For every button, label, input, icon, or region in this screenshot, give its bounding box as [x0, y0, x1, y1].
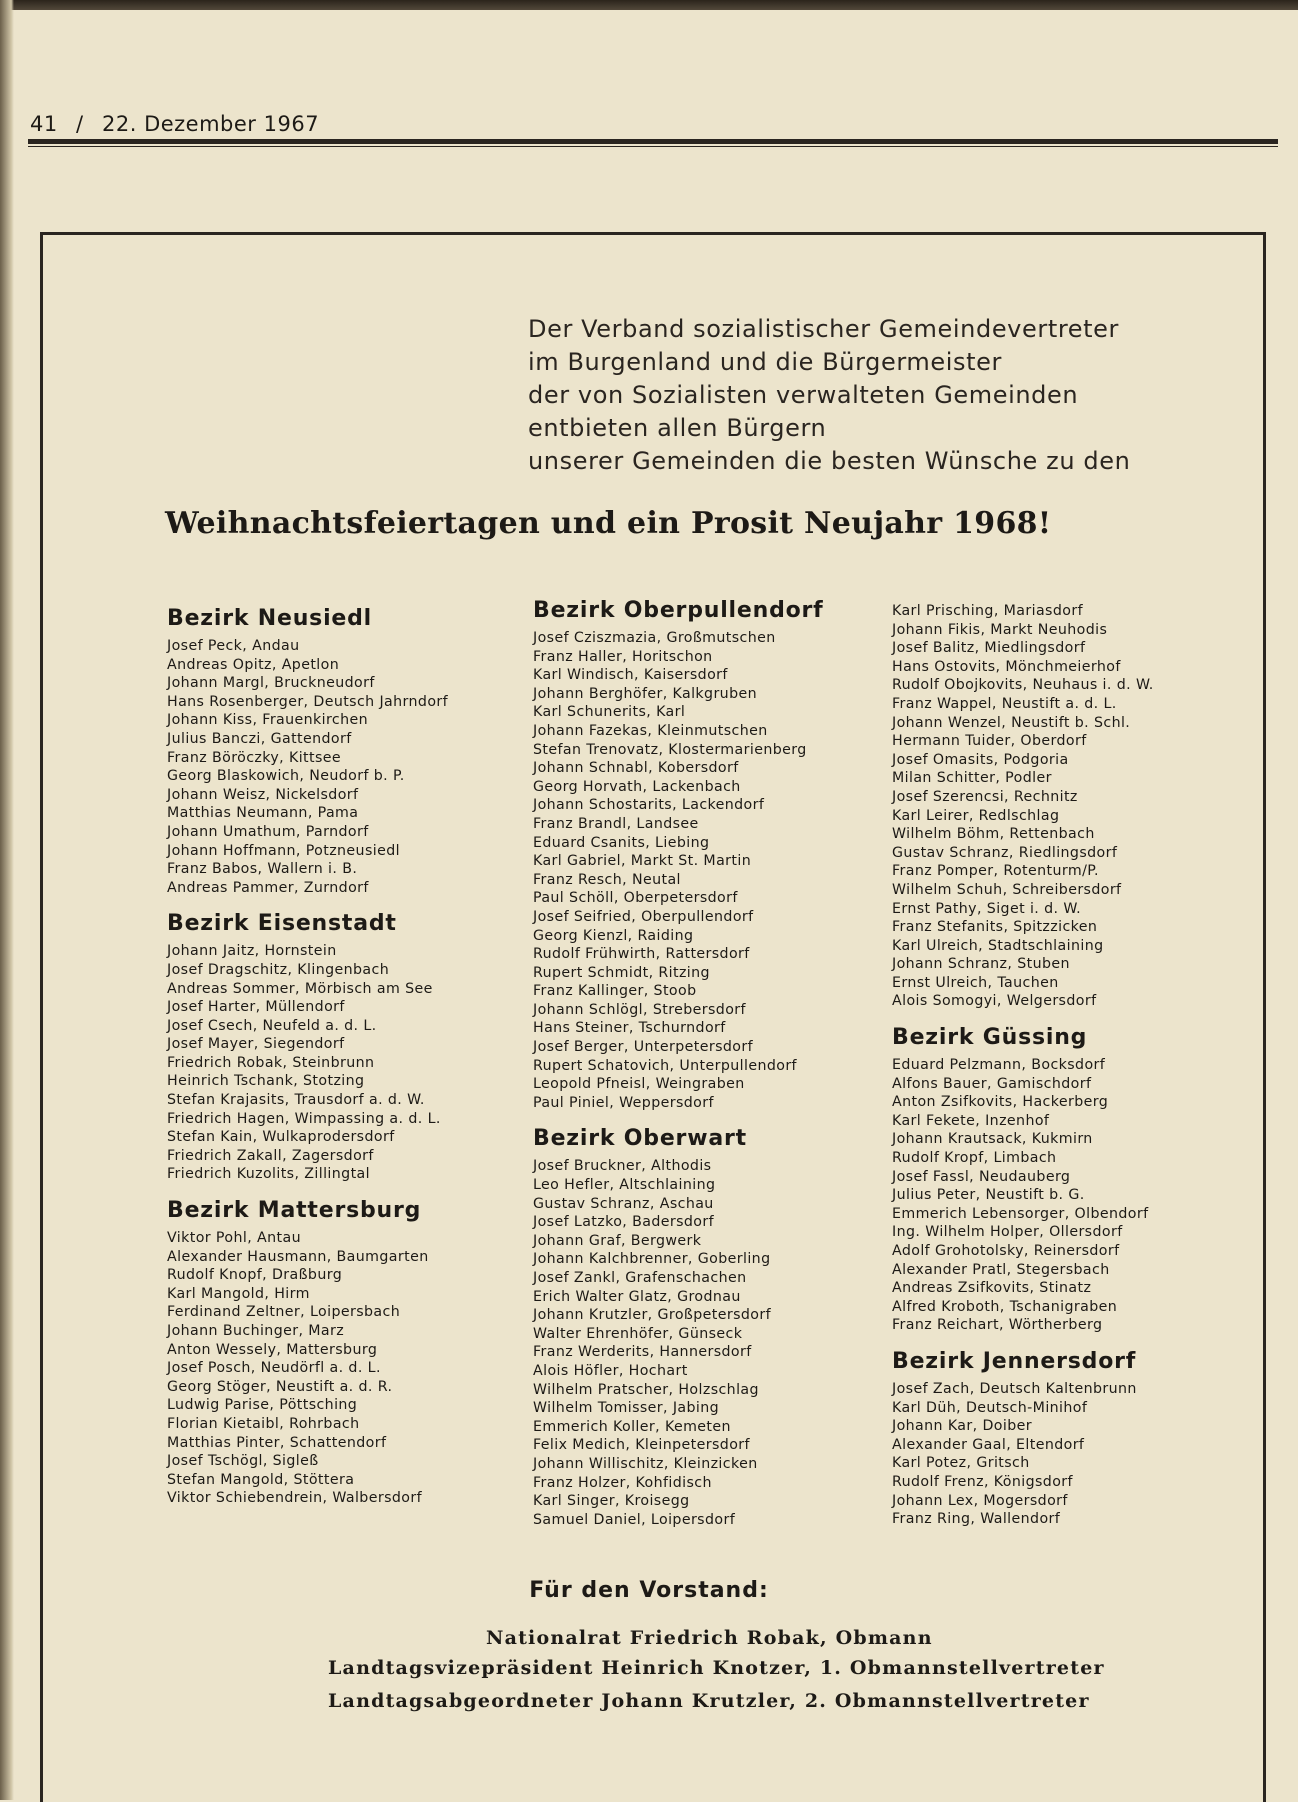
name-list-oberwart-continued	[892, 602, 1252, 1011]
list-item: Eduard Pelzmann, Bocksdorf	[892, 1057, 1106, 1074]
list-item: Josef Zankl, Grafenschachen	[533, 1270, 747, 1286]
list-item: Andreas Sommer, Mörbisch am See	[167, 980, 433, 997]
name-list-oberwart	[533, 1157, 883, 1529]
list-item: Ernst Ulreich, Tauchen	[892, 974, 1059, 991]
list-item: Franz Resch, Neutal	[533, 871, 681, 888]
list-item: Johann Lex, Mogersdorf	[892, 1492, 1068, 1509]
list-item: Wilhelm Tomisser, Jabing	[533, 1400, 720, 1417]
list-item: Rudolf Obojkovits, Neuhaus i. d. W.	[892, 677, 1154, 694]
header-rule	[28, 139, 1278, 144]
list-item: Gustav Schranz, Aschau	[533, 1195, 714, 1212]
list-item: Johann Wenzel, Neustift b. Schl.	[892, 714, 1131, 731]
list-item: Johann Kiss, Frauenkirchen	[167, 712, 369, 729]
list-item: Johann Schnabl, Kobersdorf	[533, 760, 739, 777]
list-item: Julius Peter, Neustift b. G.	[892, 1187, 1085, 1204]
list-item: Johann Graf, Bergwerk	[533, 1232, 702, 1249]
name-list-neusiedl	[167, 637, 497, 897]
list-item: Josef Omasits, Podgoria	[892, 751, 1069, 768]
list-item: Gustav Schranz, Riedlingsdorf	[892, 844, 1118, 861]
district-title-guessing: Bezirk Güssing	[892, 1025, 1088, 1051]
column-3	[892, 602, 1252, 1543]
list-item: Josef Fassl, Neudauberg	[892, 1168, 1071, 1185]
list-item: Franz Ring, Wallendorf	[892, 1511, 1061, 1528]
list-item: Hermann Tuider, Oberdorf	[892, 733, 1087, 750]
list-item: Paul Schöll, Oberpetersdorf	[533, 890, 738, 907]
list-item: Karl Schunerits, Karl	[533, 704, 686, 721]
list-item: Franz Reichart, Wörtherberg	[892, 1317, 1103, 1334]
list-item: Karl Düh, Deutsch-Minihof	[892, 1399, 1088, 1416]
list-item: Leo Hefler, Altschlaining	[533, 1177, 716, 1194]
list-item: Franz Werderits, Hannersdorf	[533, 1344, 752, 1361]
list-item: Johann Schostarits, Lackendorf	[533, 797, 765, 814]
list-item: Josef Szerencsi, Rechnitz	[892, 788, 1078, 805]
column-2	[533, 598, 883, 1543]
page-number: 41	[30, 112, 58, 136]
list-item: Johann Weisz, Nickelsdorf	[167, 786, 359, 803]
list-item: Julius Banczi, Gattendorf	[167, 730, 352, 747]
list-item: Karl Leirer, Redlschlag	[892, 807, 1060, 824]
list-item: Samuel Daniel, Loipersdorf	[533, 1511, 736, 1528]
list-item: Johann Schranz, Stuben	[892, 956, 1070, 973]
list-item: Josef Dragschitz, Klingenbach	[167, 961, 390, 978]
list-item: Franz Stefanits, Spitzzicken	[892, 919, 1098, 936]
list-item: Rudolf Kropf, Limbach	[892, 1150, 1057, 1167]
list-item: Alfred Kroboth, Tschanigraben	[892, 1298, 1118, 1315]
list-item: Josef Harter, Müllendorf	[167, 999, 345, 1016]
list-item: Johann Berghöfer, Kalkgruben	[533, 685, 758, 702]
list-item: Felix Medich, Kleinpetersdorf	[533, 1437, 750, 1454]
list-item: Ludwig Parise, Pöttsching	[167, 1397, 358, 1414]
district-title-oberpullendorf: Bezirk Oberpullendorf	[533, 598, 824, 623]
list-item: Hans Rosenberger, Deutsch Jahrndorf	[167, 693, 449, 710]
list-item: Viktor Pohl, Antau	[167, 1230, 301, 1247]
list-item: Johann Fazekas, Kleinmutschen	[533, 722, 768, 739]
list-item: Emmerich Koller, Kemeten	[533, 1418, 731, 1435]
list-item: Georg Blaskowich, Neudorf b. P.	[167, 768, 405, 785]
list-item: Karl Windisch, Kaisersdorf	[533, 667, 728, 684]
district-title-jennersdorf: Bezirk Jennersdorf	[892, 1348, 1137, 1374]
list-item: Matthias Pinter, Schattendorf	[167, 1434, 387, 1451]
board-signatory-chair: Nationalrat Friedrich Robak, Obmann	[486, 1627, 933, 1649]
list-item: Andreas Opitz, Apetlon	[167, 656, 340, 673]
list-item: Wilhelm Böhm, Rettenbach	[892, 826, 1095, 843]
list-item: Rupert Schatovich, Unterpullendorf	[533, 1057, 797, 1074]
list-item: Karl Mangold, Hirm	[167, 1285, 310, 1302]
list-item: Florian Kietaibl, Rohrbach	[167, 1415, 360, 1432]
list-item: Alfons Bauer, Gamischdorf	[892, 1075, 1092, 1092]
greeting-headline: Weihnachtsfeiertagen und ein Prosit Neujahr 1968!	[165, 506, 1052, 541]
board-signature-title: Für den Vorstand:	[529, 1578, 769, 1603]
list-item: Stefan Krajasits, Trausdorf a. d. W.	[167, 1092, 425, 1109]
list-item: Karl Prisching, Mariasdorf	[892, 603, 1083, 619]
list-item: Josef Balitz, Miedlingsdorf	[892, 640, 1086, 657]
list-item: Alexander Gaal, Eltendorf	[892, 1436, 1085, 1453]
list-item: Johann Krutzler, Großpetersdorf	[533, 1307, 772, 1324]
list-item: Josef Berger, Unterpetersdorf	[533, 1039, 753, 1056]
list-item: Alexander Hausmann, Baumgarten	[167, 1248, 429, 1265]
list-item: Franz Babos, Wallern i. B.	[167, 861, 358, 878]
list-item: Karl Ulreich, Stadtschlaining	[892, 937, 1104, 954]
list-item: Georg Horvath, Lackenbach	[533, 778, 741, 795]
list-item: Johann Willischitz, Kleinzicken	[533, 1455, 758, 1472]
list-item: Viktor Schiebendrein, Walbersdorf	[167, 1490, 422, 1507]
list-item: Alois Höfler, Hochart	[533, 1362, 688, 1379]
list-item: Heinrich Tschank, Stotzing	[167, 1073, 365, 1090]
page-header	[30, 112, 319, 136]
list-item: Ing. Wilhelm Holper, Ollersdorf	[892, 1224, 1123, 1241]
list-item: Johann Krautsack, Kukmirn	[892, 1131, 1093, 1148]
list-item: Wilhelm Pratscher, Holzschlag	[533, 1381, 759, 1398]
list-item: Johann Hoffmann, Potzneusiedl	[167, 842, 400, 859]
list-item: Rudolf Frühwirth, Rattersdorf	[533, 946, 750, 963]
list-item: Hans Steiner, Tschurndorf	[533, 1020, 726, 1037]
list-item: Leopold Pfneisl, Weingraben	[533, 1076, 745, 1093]
list-item: Friedrich Kuzolits, Zillingtal	[167, 1166, 370, 1183]
list-item: Rupert Schmidt, Ritzing	[533, 964, 710, 981]
board-signatory-deputy-2: Landtagsabgeordneter Johann Krutzler, 2. Obmannstellvertreter	[328, 1690, 1090, 1712]
list-item: Josef Cziszmazia, Großmutschen	[533, 630, 776, 646]
header-rule-thin	[28, 146, 1278, 147]
list-item: Karl Gabriel, Markt St. Martin	[533, 853, 752, 870]
list-item: Andreas Pammer, Zurndorf	[167, 879, 369, 896]
header-separator: /	[76, 112, 84, 136]
list-item: Franz Böröczky, Kittsee	[167, 749, 342, 766]
list-item: Johann Kalchbrenner, Goberling	[533, 1251, 771, 1268]
list-item: Alexander Pratl, Stegersbach	[892, 1261, 1110, 1278]
list-item: Franz Wappel, Neustift a. d. L.	[892, 695, 1117, 712]
list-item: Franz Kallinger, Stoob	[533, 983, 697, 1000]
list-item: Johann Fikis, Markt Neuhodis	[892, 621, 1108, 638]
name-list-jennersdorf	[892, 1380, 1252, 1529]
binding-shadow	[0, 0, 14, 1800]
list-item: Josef Tschögl, Sigleß	[167, 1453, 319, 1470]
list-item: Karl Potez, Gritsch	[892, 1455, 1030, 1472]
list-item: Walter Ehrenhöfer, Günseck	[533, 1325, 743, 1342]
list-item: Emmerich Lebensorger, Olbendorf	[892, 1205, 1149, 1222]
list-item: Anton Wessely, Mattersburg	[167, 1341, 378, 1358]
list-item: Josef Seifried, Oberpullendorf	[533, 908, 754, 925]
list-item: Johann Margl, Bruckneudorf	[167, 675, 375, 692]
list-item: Franz Holzer, Kohfidisch	[533, 1474, 712, 1491]
list-item: Wilhelm Schuh, Schreibersdorf	[892, 881, 1122, 898]
district-title-mattersburg: Bezirk Mattersburg	[167, 1198, 422, 1224]
column-1	[167, 606, 497, 1522]
list-item: Alois Somogyi, Welgersdorf	[892, 993, 1097, 1010]
list-item: Karl Singer, Kroisegg	[533, 1493, 690, 1510]
intro-line: Der Verband sozialistischer Gemeindevertreter	[528, 315, 1119, 343]
list-item: Franz Haller, Horitschon	[533, 648, 713, 665]
list-item: Josef Latzko, Badersdorf	[533, 1214, 715, 1231]
list-item: Anton Zsifkovits, Hackerberg	[892, 1094, 1109, 1111]
greeting-intro	[528, 313, 1228, 478]
list-item: Josef Bruckner, Althodis	[533, 1158, 712, 1175]
name-list-guessing	[892, 1056, 1252, 1335]
list-item: Friedrich Zakall, Zagersdorf	[167, 1147, 374, 1164]
intro-line: im Burgenland und die Bürgermeister	[528, 348, 1002, 376]
list-item: Johann Jaitz, Hornstein	[167, 943, 337, 960]
intro-line: entbieten allen Bürgern	[528, 414, 827, 442]
list-item: Milan Schitter, Podler	[892, 770, 1052, 787]
district-title-oberwart: Bezirk Oberwart	[533, 1126, 747, 1152]
list-item: Stefan Trenovatz, Klostermarienberg	[533, 741, 807, 758]
list-item: Georg Kienzl, Raiding	[533, 927, 694, 944]
issue-date: 22. Dezember 1967	[102, 112, 320, 136]
list-item: Erich Walter Glatz, Grodnau	[533, 1288, 741, 1305]
list-item: Josef Peck, Andau	[167, 638, 300, 654]
list-item: Ferdinand Zeltner, Loipersbach	[167, 1304, 401, 1321]
list-item: Paul Piniel, Weppersdorf	[533, 1094, 714, 1111]
list-item: Stefan Kain, Wulkaprodersdorf	[167, 1129, 395, 1146]
name-list-oberpullendorf	[533, 629, 883, 1112]
intro-line: der von Sozialisten verwalteten Gemeinden	[528, 381, 1079, 409]
list-item: Johann Kar, Doiber	[892, 1418, 1032, 1435]
list-item: Johann Schlögl, Strebersdorf	[533, 1001, 746, 1018]
list-item: Andreas Zsifkovits, Stinatz	[892, 1280, 1092, 1297]
list-item: Matthias Neumann, Pama	[167, 805, 359, 822]
list-item: Franz Brandl, Landsee	[533, 815, 699, 832]
list-item: Josef Zach, Deutsch Kaltenbrunn	[892, 1380, 1137, 1397]
list-item: Hans Ostovits, Mönchmeierhof	[892, 658, 1121, 675]
list-item: Johann Umathum, Parndorf	[167, 823, 369, 840]
intro-line: unserer Gemeinden die besten Wünsche zu den	[528, 447, 1131, 475]
list-item: Josef Posch, Neudörfl a. d. L.	[167, 1360, 381, 1377]
district-title-eisenstadt: Bezirk Eisenstadt	[167, 911, 397, 937]
list-item: Rudolf Frenz, Königsdorf	[892, 1473, 1073, 1490]
board-signatory-deputy-1: Landtagsvizepräsident Heinrich Knotzer, 1. Obmannstellvertreter	[328, 1657, 1105, 1679]
list-item: Eduard Csanits, Liebing	[533, 834, 710, 851]
district-title-neusiedl: Bezirk Neusiedl	[167, 606, 373, 631]
list-item: Stefan Mangold, Stöttera	[167, 1471, 355, 1488]
list-item: Johann Buchinger, Marz	[167, 1323, 345, 1339]
list-item: Friedrich Robak, Steinbrunn	[167, 1054, 375, 1071]
page-top-edge	[0, 0, 1298, 10]
list-item: Rudolf Knopf, Draßburg	[167, 1267, 343, 1284]
list-item: Georg Stöger, Neustift a. d. R.	[167, 1378, 393, 1395]
list-item: Friedrich Hagen, Wimpassing a. d. L.	[167, 1110, 441, 1127]
list-item: Josef Csech, Neufeld a. d. L.	[167, 1017, 377, 1034]
list-item: Josef Mayer, Siegendorf	[167, 1036, 345, 1053]
list-item: Ernst Pathy, Siget i. d. W.	[892, 900, 1082, 917]
list-item: Adolf Grohotolsky, Reinersdorf	[892, 1243, 1120, 1259]
list-item: Franz Pomper, Rotenturm/P.	[892, 863, 1099, 880]
name-list-eisenstadt	[167, 942, 497, 1184]
name-list-mattersburg	[167, 1229, 497, 1508]
list-item: Karl Fekete, Inzenhof	[892, 1112, 1050, 1129]
